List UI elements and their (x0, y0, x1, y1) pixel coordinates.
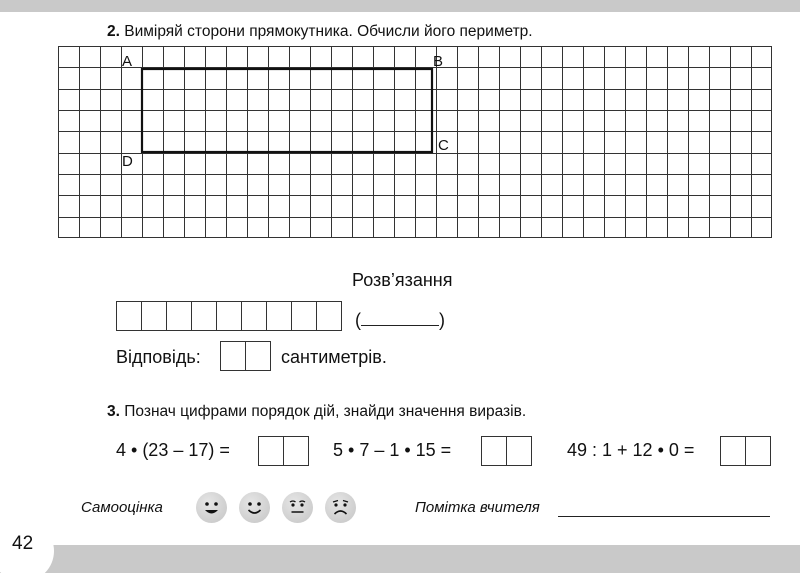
unit-blank (355, 310, 445, 331)
top-band (0, 0, 800, 12)
solution-cell[interactable] (216, 301, 242, 331)
task-3-title (107, 403, 526, 421)
solution-cell[interactable] (316, 301, 342, 331)
solution-heading: Розв’язання (352, 270, 453, 290)
answer-cell[interactable] (283, 436, 309, 466)
answer-unit: сантиметрів. (281, 347, 387, 367)
corner-d: D (122, 153, 133, 170)
task-2-number: 2. (107, 23, 120, 40)
corner-b: B (433, 53, 444, 70)
sad-face-icon[interactable] (325, 492, 356, 523)
answer-boxes (220, 341, 270, 371)
solution-cell[interactable] (291, 301, 317, 331)
paren-close: ) (439, 310, 445, 330)
expression-2: 5 • 7 – 1 • 15 = (333, 440, 452, 460)
task-2-text: Виміряй сторони прямокутника. Обчисли його периметр. (124, 23, 533, 40)
expression-1: 4 • (23 – 17) = (116, 440, 230, 460)
teacher-note-label: Помітка вчителя (415, 499, 540, 516)
smiling-face-icon[interactable] (239, 492, 270, 523)
teacher-note-line[interactable] (558, 516, 770, 517)
self-assessment-label: Самооцінка (81, 499, 163, 516)
answer-cell[interactable] (220, 341, 246, 371)
laughing-face-icon[interactable] (196, 492, 227, 523)
expression-3-boxes (720, 436, 770, 466)
self-assessment-faces (196, 492, 356, 523)
neutral-face-icon[interactable] (282, 492, 313, 523)
solution-boxes (116, 301, 341, 331)
grid-paper (58, 46, 772, 238)
corner-c: C (438, 137, 449, 154)
bottom-band (0, 545, 800, 573)
answer-cell[interactable] (745, 436, 771, 466)
answer-cell[interactable] (245, 341, 271, 371)
solution-cell[interactable] (191, 301, 217, 331)
answer-cell[interactable] (258, 436, 284, 466)
page-number: 42 (12, 533, 34, 554)
expression-2-boxes (481, 436, 531, 466)
task-2-title (107, 23, 533, 41)
unit-line[interactable] (361, 311, 439, 326)
corner-a: A (122, 53, 133, 70)
answer-cell[interactable] (720, 436, 746, 466)
task-3-number: 3. (107, 403, 120, 420)
solution-cell[interactable] (241, 301, 267, 331)
answer-label: Відповідь: (116, 347, 201, 367)
expression-3: 49 : 1 + 12 • 0 = (567, 440, 695, 460)
solution-cell[interactable] (266, 301, 292, 331)
task-3-text: Познач цифрами порядок дій, знайди значення виразів. (124, 403, 527, 420)
answer-cell[interactable] (506, 436, 532, 466)
paren-open: ( (355, 310, 361, 330)
expression-1-boxes (258, 436, 308, 466)
answer-cell[interactable] (481, 436, 507, 466)
solution-cell[interactable] (116, 301, 142, 331)
solution-cell[interactable] (141, 301, 167, 331)
solution-cell[interactable] (166, 301, 192, 331)
